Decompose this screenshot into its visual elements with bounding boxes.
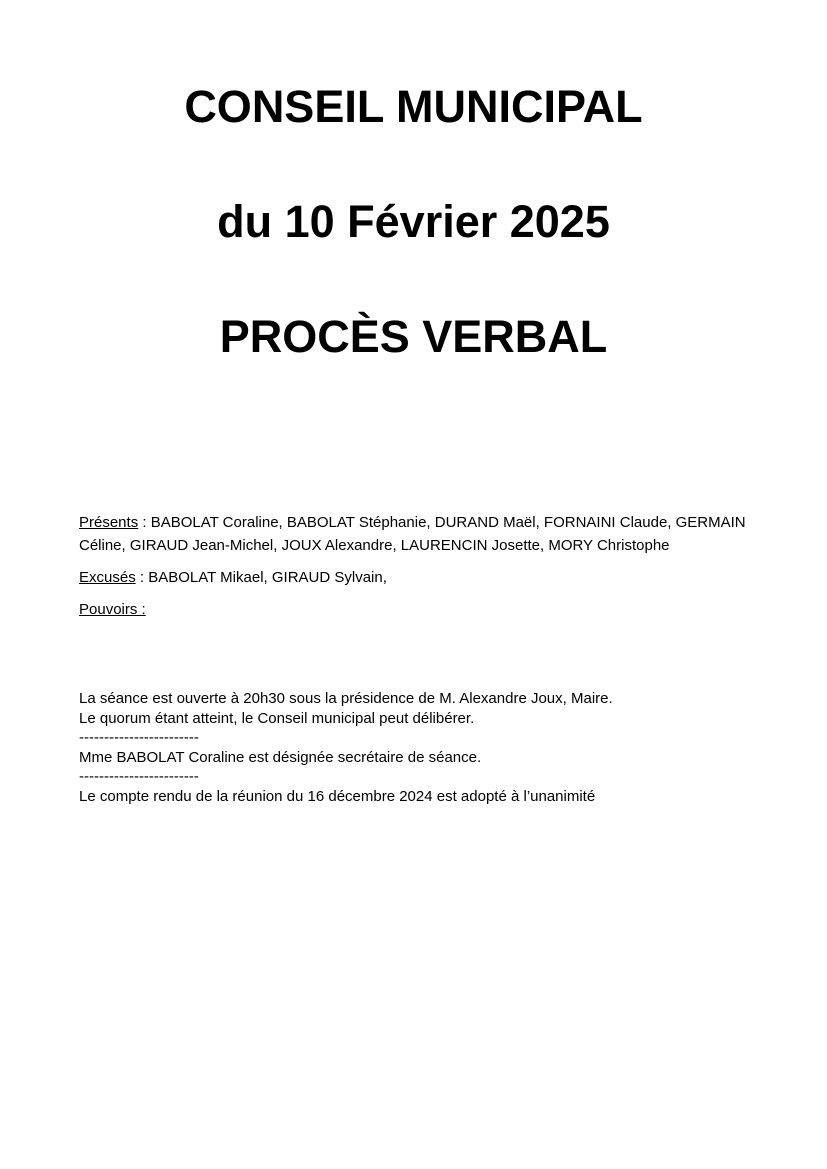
title-council: CONSEIL MUNICIPAL [184, 81, 643, 132]
presents-list: : BABOLAT Coraline, BABOLAT Stéphanie, DURAND Maël, FORNAINI Claude, GERMAIN Céline, GIRAUD Jean-Michel, JOUX Alexandre, LAURENCIN Josette, MORY Christophe [79, 514, 746, 554]
attendance-section [79, 511, 749, 630]
excuses-list: : BABOLAT Mikael, GIRAUD Sylvain, [135, 569, 387, 586]
report-statement: Le compte rendu de la réunion du 16 décembre 2024 est adopté à l’unanimité [79, 787, 596, 805]
minutes-section [79, 689, 759, 806]
secretary-statement: Mme BABOLAT Coraline est désignée secrétaire de séance. [79, 748, 482, 766]
presents-paragraph [79, 511, 749, 557]
presents-label: Présents [79, 514, 139, 531]
pouvoirs-paragraph [79, 598, 749, 621]
excuses-label: Excusés [79, 569, 136, 586]
separator: ------------------------ [79, 768, 199, 785]
quorum-statement: Le quorum étant atteint, le Conseil municipal peut délibérer. [79, 709, 475, 727]
title-minutes: PROCÈS VERBAL [219, 311, 608, 362]
title-date: du 10 Février 2025 [217, 196, 610, 247]
pouvoirs-label: Pouvoirs : [79, 601, 146, 618]
opening-statement: La séance est ouverte à 20h30 sous la présidence de M. Alexandre Joux, Maire. [79, 690, 613, 707]
excuses-paragraph [79, 566, 749, 589]
separator: ------------------------ [79, 729, 199, 746]
